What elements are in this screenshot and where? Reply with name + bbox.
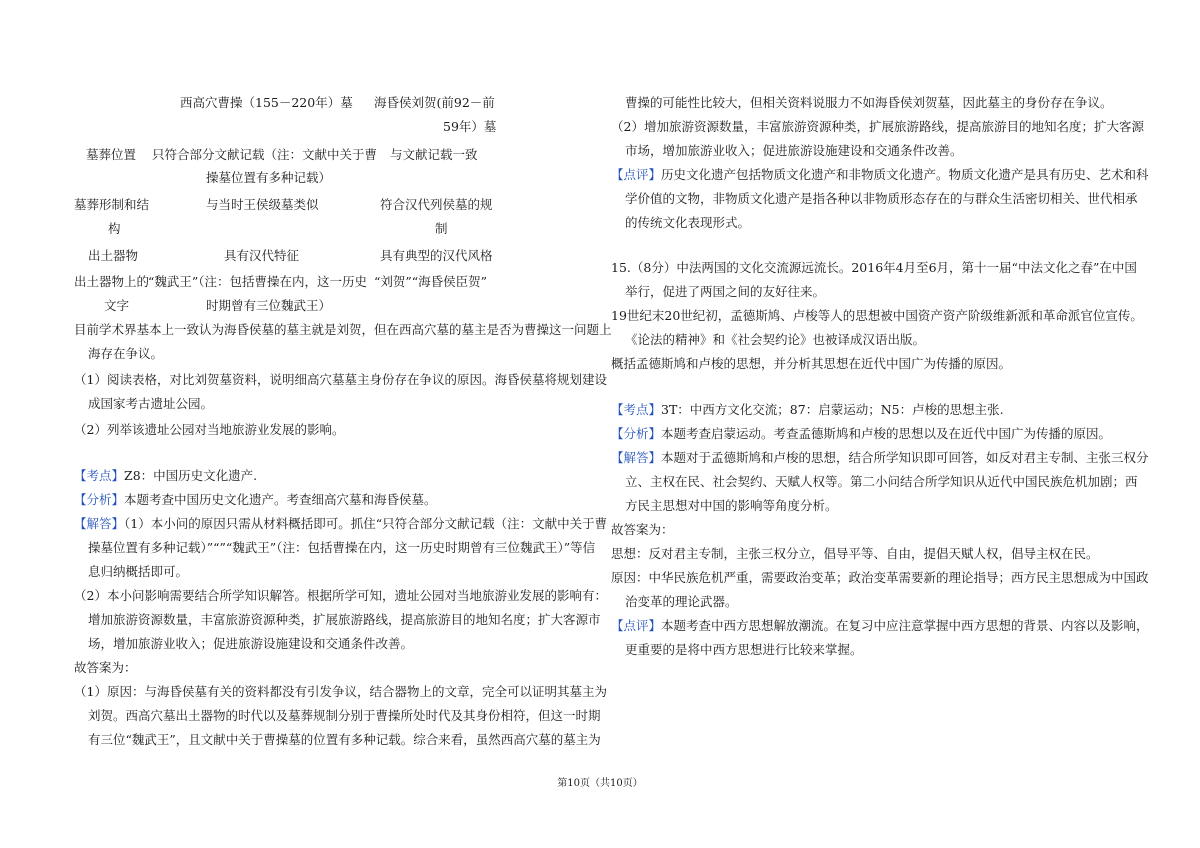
kaodian-right	[611, 400, 1004, 420]
fenxi-left	[74, 490, 437, 510]
jieda-right-line-2: 立、主权在民、社会契约、天赋人权等。第二小问结合所学知识从近代中国民族危机加剧；西	[625, 474, 1138, 489]
fenxi-text: 本题考查中国历史文化遗产。考查细高穴墓和海昏侯墓。	[124, 492, 437, 507]
jieda-line-6: 场，增加旅游业收入；促进旅游设施建设和交通条件改善。	[88, 636, 414, 651]
dianping-tag: 【点评】	[611, 167, 662, 182]
right-line-5: 学价值的文物，非物质文化遗产是指各种以非物质形态存在的与群众生活密切相关、世代相承	[625, 191, 1138, 206]
question-15-line-5: 概括孟德斯鸠和卢梭的思想，并分析其思想在近代中国广为传播的原因。	[611, 356, 1012, 371]
table-row1-c2a: 只符合部分文献记载（注：文献中关于曹	[152, 147, 378, 162]
question-15-line-1: 15.（8分）中法两国的文化交流源远流长。2016年4月至6月，第十一届“中法文化之春”在中国	[611, 260, 1137, 275]
table-row3-label: 出土器物	[88, 248, 139, 263]
jieda-line-3: 息归纳概括即可。	[88, 564, 189, 579]
question-1-line-1: （1）阅读表格，对比刘贺墓资料，说明细高穴墓墓主身份存在争议的原因。海昏侯墓将规划建设	[74, 372, 607, 387]
jieda-text: （1）本小问的原因只需从材料概括即可。抓住“只符合部分文献记载（注：文献中关于曹	[124, 516, 608, 531]
table-row4-c2b: 时期曾有三位魏武王）	[206, 298, 332, 313]
answer-right-line-1: 思想：反对君主专制，主张三权分立，倡导平等、自由，提倡天赋人权，倡导主权在民。	[611, 546, 1099, 561]
dianping-text-2: 本题考查中西方思想解放潮流。在复习中应注意掌握中西方思想的背景、内容以及影响，	[661, 618, 1149, 633]
table-row2-c3b: 制	[435, 221, 448, 236]
page-footer: 第10页（共10页）	[557, 778, 643, 789]
question-2: （2）列举该遗址公园对当地旅游业发展的影响。	[74, 422, 345, 437]
fenxi-text: 本题考查启蒙运动。考查孟德斯鸠和卢梭的思想以及在近代中国广为传播的原因。	[661, 426, 1112, 441]
question-15-line-4: 《论法的精神》和《社会契约论》也被译成汉语出版。	[625, 332, 926, 347]
fenxi-right	[611, 424, 1111, 444]
dianping-right-line-2: 更重要的是将中西方思想进行比较来掌握。	[625, 642, 863, 657]
table-row3-c2: 具有汉代特征	[224, 248, 300, 263]
answer-right-line-3: 治变革的理论武器。	[625, 594, 738, 609]
answer-line-1: （1）原因：与海昏侯墓有关的资料都没有引发争议，结合器物上的文章，完全可以证明其墓主为	[74, 684, 607, 699]
table-row1-c2b: 操墓位置有多种记载）	[206, 170, 332, 185]
jieda-line-2: 操墓位置有多种记载）”“”“魏武王”（注：包括曹操在内，这一历史时期曾有三位魏武王）”等信	[88, 540, 596, 555]
dianping-text: 历史文化遗产包括物质文化遗产和非物质文化遗产。物质文化遗产是具有历史、艺术和科	[661, 167, 1149, 182]
jieda-line-5: 增加旅游资源数量，丰富旅游资源种类，扩展旅游路线，提高旅游目的地知名度；扩大客源市	[88, 612, 601, 627]
table-row1-c3: 与文献记载一致	[390, 147, 478, 162]
jieda-tag: 【解答】	[611, 450, 662, 465]
kaodian-tag: 【考点】	[611, 402, 662, 417]
fenxi-tag: 【分析】	[74, 492, 125, 507]
table-row2-c2: 与当时王侯级墓类似	[206, 197, 319, 212]
table-row3-c3: 具有典型的汉代风格	[380, 248, 493, 263]
intro-line-1: 目前学术界基本上一致认为海昏侯墓的墓主就是刘贺，但在西高穴墓的墓主是否为曹操这一问题上	[74, 322, 612, 337]
jieda-text: 本题对于孟德斯鸠和卢梭的思想，结合所学知识即可回答，如反对君主专制、主张三权分	[661, 450, 1149, 465]
table-header-liu-a: 海昏侯刘贺(前92－前	[374, 95, 495, 110]
table-header-cao: 西高穴曹操（155－220年）墓	[180, 95, 353, 110]
dianping-right-1	[611, 165, 1149, 185]
jieda-right	[611, 448, 1149, 468]
intro-line-2: 海存在争议。	[88, 346, 164, 361]
jieda-left	[74, 514, 607, 534]
right-line-1: 曹操的可能性比较大，但相关资料说服力不如海昏侯刘贺墓，因此墓主的身份存在争议。	[625, 95, 1113, 110]
table-row1-label: 墓葬位置	[86, 147, 137, 162]
kaodian-text: Z8：中国历史文化遗产.	[124, 468, 258, 483]
dianping-tag-2: 【点评】	[611, 618, 662, 633]
table-row4-c2a: “魏武王”（注：包括曹操在内，这一历史	[148, 274, 368, 289]
kaodian-text: 3T：中西方文化交流；87：启蒙运动；N5：卢梭的思想主张.	[661, 402, 1004, 417]
jieda-line-4: （2）本小问影响需要结合所学知识解答。根据所学可知，遗址公园对当地旅游业发展的影响有：	[74, 588, 607, 603]
jieda-right-line-3: 方民主思想对中国的影响等角度分析。	[625, 498, 838, 513]
answer-label-left: 故答案为：	[74, 660, 137, 675]
table-row2-label-b: 构	[108, 221, 121, 236]
right-line-6: 的传统文化表现形式。	[625, 215, 751, 230]
table-header-liu-b: 59年）墓	[443, 119, 497, 134]
table-row4-label-a: 出土器物上的	[74, 274, 150, 289]
question-1-line-2: 成国家考古遗址公园。	[88, 396, 214, 411]
answer-label-right: 故答案为：	[611, 522, 674, 537]
right-line-3: 市场，增加旅游业收入；促进旅游设施建设和交通条件改善。	[625, 143, 963, 158]
answer-line-2: 刘贺。西高穴墓出土器物的时代以及墓葬规制分别于曹操所处时代及其身份相符，但这一时期	[88, 708, 601, 723]
table-row4-label-b: 文字	[104, 298, 130, 313]
kaodian-tag: 【考点】	[74, 468, 125, 483]
question-15-line-3: 19世纪末20世纪初，孟德斯鸠、卢梭等人的思想被中国资产资产阶级维新派和革命派官位宣传。	[611, 308, 1143, 323]
table-row2-label-a: 墓葬形制和结	[74, 197, 150, 212]
answer-right-line-2: 原因：中华民族危机严重，需要政治变革；政治变革需要新的理论指导；西方民主思想成为中国政	[611, 570, 1149, 585]
kaodian-left	[74, 466, 257, 486]
table-row2-c3a: 符合汉代列侯墓的规	[380, 197, 493, 212]
question-15-line-2: 举行，促进了两国之间的友好往来。	[625, 284, 826, 299]
answer-line-3: 有三位“魏武王”，且文献中关于曹操墓的位置有多种记载。综合来看，虽然西高穴墓的墓主为	[88, 732, 601, 747]
jieda-tag: 【解答】	[74, 516, 125, 531]
table-row4-c3: “刘贺”“海昏侯臣贺”	[374, 274, 488, 289]
fenxi-tag: 【分析】	[611, 426, 662, 441]
right-line-2: （2）增加旅游资源数量，丰富旅游资源种类，扩展旅游路线，提高旅游目的地知名度；扩大客源	[611, 119, 1144, 134]
dianping-right-2	[611, 616, 1149, 636]
